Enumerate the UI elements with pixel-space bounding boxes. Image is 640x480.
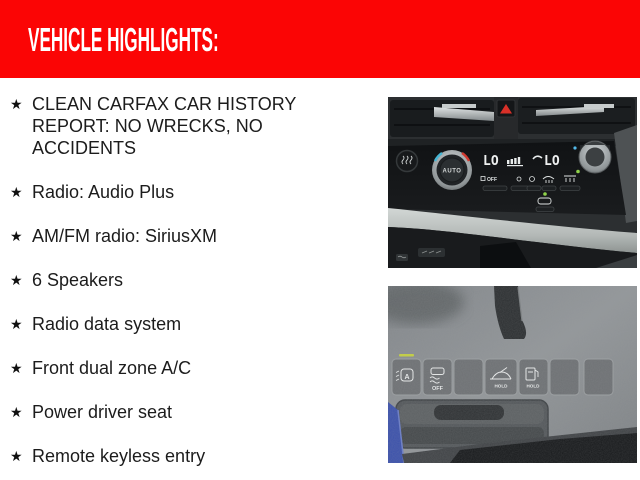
- defrost-button: [397, 151, 418, 172]
- star-bullet-icon: ★: [10, 184, 23, 200]
- air-vent-left: [390, 100, 494, 137]
- list-item: [10, 445, 300, 467]
- dashboard-switches-photo: [388, 286, 637, 463]
- list-item-text: CLEAN CARFAX CAR HISTORY REPORT: NO WRECKS, NO ACCIDENTS: [32, 94, 297, 158]
- list-item: [10, 313, 300, 335]
- blue-indicator-dot: [573, 146, 576, 149]
- list-item-text: Front dual zone A/C: [32, 358, 192, 378]
- list-item: [10, 181, 300, 203]
- star-bullet-icon: ★: [10, 272, 23, 288]
- list-item: [10, 93, 300, 159]
- ac-off-label: OFF: [487, 177, 497, 183]
- driver-temp-readout: LO: [483, 154, 499, 169]
- star-bullet-icon: ★: [10, 228, 23, 244]
- passenger-temp-readout: LO: [544, 154, 560, 169]
- list-item-text: AM/FM radio: SiriusXM: [32, 226, 218, 246]
- hazard-warning-button: [494, 97, 518, 140]
- header-banner: [0, 0, 640, 78]
- leather-grain-overlay: [388, 286, 637, 463]
- air-vent-right: [518, 98, 635, 134]
- list-item: [10, 401, 300, 423]
- auto-knob-label: AUTO: [442, 168, 462, 175]
- list-item-text: Power driver seat: [32, 402, 173, 422]
- list-item: [10, 357, 300, 379]
- green-led: [543, 192, 547, 196]
- star-bullet-icon: ★: [10, 360, 23, 376]
- list-item-text: Radio: Audio Plus: [32, 182, 175, 202]
- star-bullet-icon: ★: [10, 96, 23, 112]
- list-item-text: 6 Speakers: [32, 270, 124, 290]
- list-item: [10, 225, 300, 247]
- star-bullet-icon: ★: [10, 404, 23, 420]
- list-item: [10, 269, 300, 291]
- highlights-list: [10, 93, 310, 480]
- green-led: [576, 170, 580, 174]
- list-item-text: Radio data system: [32, 314, 182, 334]
- star-bullet-icon: ★: [10, 448, 23, 464]
- auto-climate-knob: [432, 150, 472, 190]
- page-title: VEHICLE HIGHLIGHTS:: [28, 21, 219, 58]
- star-bullet-icon: ★: [10, 316, 23, 332]
- list-item-text: Remote keyless entry: [32, 446, 206, 466]
- climate-control-photo: [388, 97, 637, 268]
